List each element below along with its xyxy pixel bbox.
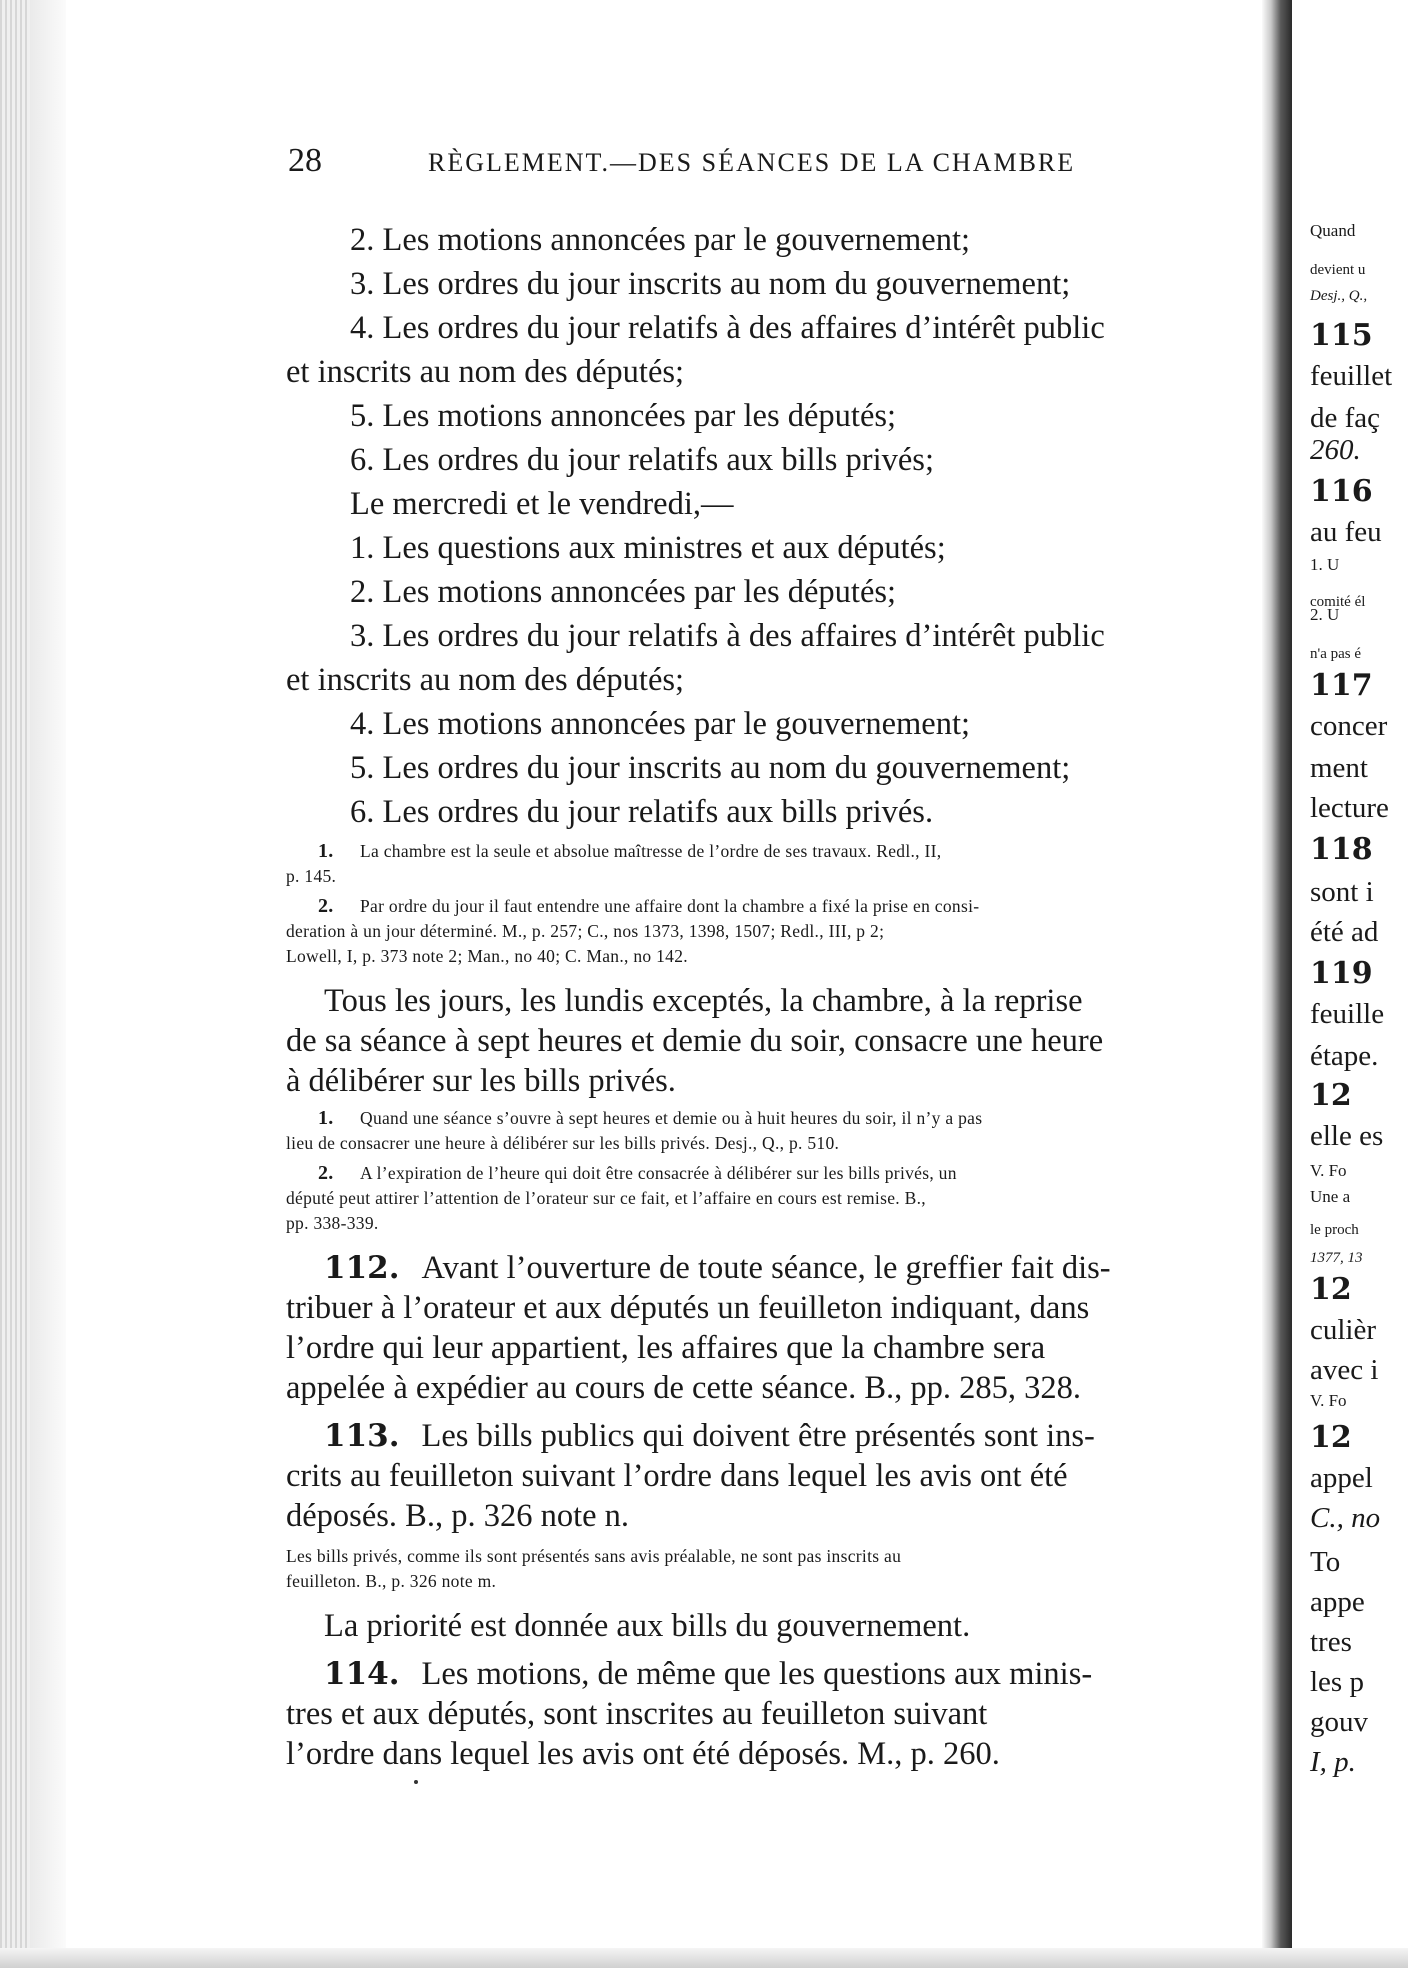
right-page-line: I, p. bbox=[1310, 1746, 1356, 1778]
right-page-line: 12 bbox=[1310, 1420, 1352, 1455]
article-first-line: Avant l’ouverture de toute séance, le greffier fait dis- bbox=[421, 1250, 1111, 1286]
right-page-line: ment bbox=[1310, 752, 1368, 784]
article-number: 113. bbox=[324, 1418, 400, 1454]
footnote-continuation: pp. 338-339. bbox=[286, 1213, 379, 1233]
right-page-line: le proch bbox=[1310, 1222, 1359, 1238]
article-line: l’ordre qui leur appartient, les affaires que la chambre sera bbox=[286, 1330, 1046, 1366]
right-page-line: Une a bbox=[1310, 1187, 1351, 1206]
footnote-continuation: député peut attirer l’attention de l’orateur sur ce fait, et l’affaire en cours est remise. B., bbox=[286, 1188, 926, 1208]
article-number: 114. bbox=[324, 1656, 400, 1692]
right-page-line: 115 bbox=[1310, 318, 1373, 353]
right-page-line: 2. U bbox=[1310, 605, 1340, 624]
right-page-line: appel bbox=[1310, 1462, 1373, 1494]
article-line: crits au feuilleton suivant l’ordre dans lequel les avis ont été bbox=[286, 1458, 1068, 1494]
right-page-line: concer bbox=[1310, 710, 1388, 742]
right-page-line: 116 bbox=[1310, 474, 1373, 509]
book-bottom-edge bbox=[0, 1948, 1408, 1968]
right-page-line: Desj., Q., bbox=[1310, 288, 1368, 304]
footnote-text: La chambre est la seule et absolue maîtresse de l’ordre de ses travaux. Redl., II, bbox=[360, 841, 942, 861]
right-page-line: n'a pas é bbox=[1310, 646, 1362, 662]
right-page-line: 119 bbox=[1310, 956, 1373, 991]
article-114 bbox=[286, 1654, 1326, 1774]
right-page-line: comité él bbox=[1310, 594, 1366, 610]
text-line: 1. Les questions aux ministres et aux députés; bbox=[350, 530, 946, 566]
right-page-line: To bbox=[1310, 1546, 1341, 1578]
paragraph-priority: La priorité est donnée aux bills du gouvernement. bbox=[324, 1608, 971, 1644]
paragraph-line: Tous les jours, les lundis exceptés, la chambre, à la reprise bbox=[324, 983, 1083, 1019]
text-line: 2. Les motions annoncées par les députés; bbox=[350, 574, 897, 610]
text-line: et inscrits au nom des députés; bbox=[286, 354, 685, 390]
right-page-line: 1. U bbox=[1310, 555, 1340, 574]
right-page-line: gouv bbox=[1310, 1706, 1368, 1738]
left-page bbox=[66, 0, 1262, 1950]
right-page-line: sont i bbox=[1310, 876, 1374, 908]
book-page-edge-shadow bbox=[30, 0, 66, 1968]
page-number: 28 bbox=[288, 142, 322, 179]
footnote-continuation: p. 145. bbox=[286, 866, 337, 886]
article-113 bbox=[286, 1416, 1326, 1536]
text-line: 5. Les ordres du jour inscrits au nom du gouvernement; bbox=[350, 750, 1071, 786]
text-line: 2. Les motions annoncées par le gouvernement; bbox=[350, 222, 971, 258]
running-head: RÈGLEMENT.—DES SÉANCES DE LA CHAMBRE bbox=[428, 148, 1076, 177]
right-page-line: V. Fo bbox=[1310, 1391, 1347, 1410]
note-article-113 bbox=[286, 1544, 1326, 1594]
footnote-text: Par ordre du jour il faut entendre une affaire dont la chambre a fixé la prise en consi- bbox=[360, 896, 980, 916]
right-page-line: devient u bbox=[1310, 262, 1366, 278]
right-page-line: lecture bbox=[1310, 792, 1389, 824]
right-page-line: 12 bbox=[1310, 1078, 1352, 1113]
right-page-line: 260. bbox=[1310, 434, 1361, 466]
footnote-number: 2. bbox=[318, 1162, 334, 1184]
paragraph-private-bills bbox=[286, 981, 1326, 1101]
footnote bbox=[286, 1106, 1326, 1131]
footnote-text: A l’expiration de l’heure qui doit être consacrée à délibérer sur les bills privés, un bbox=[360, 1163, 957, 1183]
text-line: 6. Les ordres du jour relatifs aux bills privés. bbox=[350, 794, 934, 830]
page-header bbox=[288, 142, 1188, 182]
article-line: tribuer à l’orateur et aux députés un feuilleton indiquant, dans bbox=[286, 1290, 1090, 1326]
footnote-number: 1. bbox=[318, 840, 334, 862]
footnote-number: 1. bbox=[318, 1107, 334, 1129]
right-page-line: culièr bbox=[1310, 1314, 1377, 1346]
text-line: 5. Les motions annoncées par les députés; bbox=[350, 398, 897, 434]
right-page-line: été ad bbox=[1310, 916, 1379, 948]
right-page-line: étape. bbox=[1310, 1040, 1379, 1072]
footnote-text: Quand une séance s’ouvre à sept heures et demie ou à huit heures du soir, il n’y a pas bbox=[360, 1108, 983, 1128]
text-line: 3. Les ordres du jour relatifs à des affaires d’intérêt public bbox=[350, 618, 1105, 654]
right-page-line: feuillet bbox=[1310, 360, 1393, 392]
text-line: 3. Les ordres du jour inscrits au nom du gouvernement; bbox=[350, 266, 1071, 302]
right-page-line: au feu bbox=[1310, 516, 1382, 548]
footnote-continuation: lieu de consacrer une heure à délibérer sur les bills privés. Desj., Q., p. 510. bbox=[286, 1133, 840, 1153]
right-page-line: les p bbox=[1310, 1666, 1364, 1698]
right-page-fragment bbox=[1292, 0, 1408, 1950]
article-line: l’ordre dans lequel les avis ont été déposés. M., p. 260. bbox=[286, 1736, 1000, 1772]
right-page-line: feuille bbox=[1310, 998, 1385, 1030]
text-line: 4. Les motions annoncées par le gouvernement; bbox=[350, 706, 971, 742]
right-page-line: 1377, 13 bbox=[1310, 1250, 1363, 1266]
right-page-line: C., no bbox=[1310, 1502, 1381, 1534]
article-112 bbox=[286, 1248, 1326, 1408]
note-line: Les bills privés, comme ils sont présentés sans avis préalable, ne sont pas inscrits au bbox=[286, 1546, 902, 1566]
right-page-line: Quand bbox=[1310, 221, 1356, 240]
right-page-line: appe bbox=[1310, 1586, 1365, 1618]
paragraph-line: de sa séance à sept heures et demie du soir, consacre une heure bbox=[286, 1023, 1104, 1059]
footnotes-block-a bbox=[286, 839, 1326, 969]
right-page-line: avec i bbox=[1310, 1354, 1379, 1386]
footnote-number: 2. bbox=[318, 895, 334, 917]
text-line: et inscrits au nom des députés; bbox=[286, 662, 685, 698]
page-body bbox=[286, 218, 1326, 1774]
note-line: feuilleton. B., p. 326 note m. bbox=[286, 1571, 497, 1591]
right-page-line: 117 bbox=[1310, 668, 1373, 703]
body-lines bbox=[286, 218, 1326, 834]
footnote bbox=[286, 839, 1326, 864]
footnote-continuation: deration à un jour déterminé. M., p. 257; C., nos 1373, 1398, 1507; Redl., III, p 2; bbox=[286, 921, 885, 941]
article-line: tres et aux députés, sont inscrites au feuilleton suivant bbox=[286, 1696, 988, 1732]
stray-dot bbox=[414, 1780, 418, 1784]
article-line: appelée à expédier au cours de cette séance. B., pp. 285, 328. bbox=[286, 1370, 1082, 1406]
footnotes-block-b bbox=[286, 1106, 1326, 1236]
right-page-line: elle es bbox=[1310, 1120, 1384, 1152]
footnote bbox=[286, 894, 1326, 919]
footnote bbox=[286, 1161, 1326, 1186]
text-line: Le mercredi et le vendredi,— bbox=[350, 486, 734, 522]
footnote-continuation: Lowell, I, p. 373 note 2; Man., no 40; C. Man., no 142. bbox=[286, 946, 688, 966]
right-page-line: tres bbox=[1310, 1626, 1352, 1658]
text-line: 4. Les ordres du jour relatifs à des affaires d’intérêt public bbox=[350, 310, 1105, 346]
article-first-line: Les bills publics qui doivent être présentés sont ins- bbox=[421, 1418, 1095, 1454]
paragraph-line: à délibérer sur les bills privés. bbox=[286, 1063, 676, 1099]
article-number: 112. bbox=[324, 1250, 400, 1286]
book-page-edges bbox=[0, 0, 30, 1968]
right-page-line: 12 bbox=[1310, 1272, 1352, 1307]
text-line: 6. Les ordres du jour relatifs aux bills privés; bbox=[350, 442, 934, 478]
right-page-line: 118 bbox=[1310, 832, 1373, 867]
article-line: déposés. B., p. 326 note n. bbox=[286, 1498, 630, 1534]
right-page-line: V. Fo bbox=[1310, 1161, 1347, 1180]
article-first-line: Les motions, de même que les questions aux minis- bbox=[421, 1656, 1093, 1692]
right-page-line: de faç bbox=[1310, 402, 1381, 434]
